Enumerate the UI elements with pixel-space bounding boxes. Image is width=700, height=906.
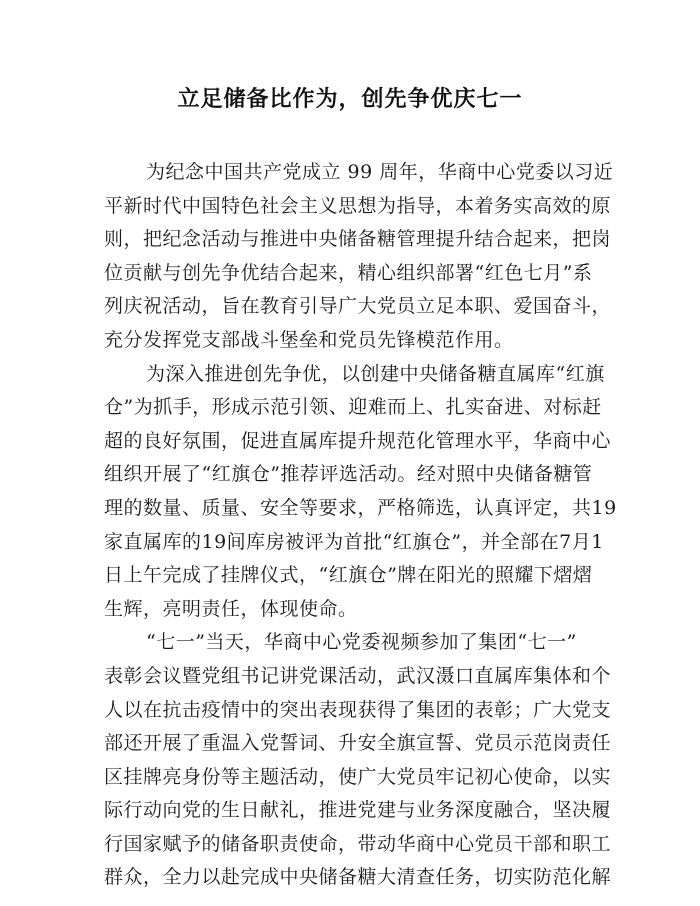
text-line: 理的数量、质量、安全等要求，严格筛选，认真评定，共19 bbox=[104, 496, 617, 519]
text-line: 为纪念中国共产党成立 99 周年，华商中心党委以习近 bbox=[146, 161, 614, 183]
document-body bbox=[104, 156, 617, 895]
text-line: 超的良好氛围，促进直属库提升规范化管理水平，华商中心 bbox=[104, 429, 612, 452]
text-line: 群众，全力以赴完成中央储备糖大清查任务，切实防范化解 bbox=[104, 866, 612, 889]
text-line: 组织开展了“红旗仓”推荐评选活动。经对照中央储备糖管 bbox=[104, 463, 593, 486]
text-line: 际行动向党的生日献礼，推进党建与业务深度融合，坚决履 bbox=[104, 799, 612, 822]
text-line: 充分发挥党支部战斗堡垒和党员先锋模范作用。 bbox=[104, 328, 514, 351]
text-line: “七一”当天，华商中心党委视频参加了集团“七一” bbox=[146, 631, 577, 654]
text-line: 生辉，亮明责任，体现使命。 bbox=[104, 597, 358, 620]
text-line: 家直属库的19间库房被评为首批“红旗仓”，并全部在7月1 bbox=[104, 530, 604, 553]
text-line: 区挂牌亮身份等主题活动，使广大党员牢记初心使命，以实 bbox=[104, 765, 612, 788]
text-line: 部还开展了重温入党誓词、升安全旗宣誓、党员示范岗责任 bbox=[104, 732, 612, 755]
text-line: 为深入推进创先争优，以创建中央储备糖直属库“红旗 bbox=[146, 362, 605, 385]
text-line: 位贡献与创先争优结合起来，精心组织部署“红色七月”系 bbox=[104, 261, 593, 284]
text-line: 则，把纪念活动与推进中央储备糖管理提升结合起来，把岗 bbox=[104, 228, 612, 251]
text-line: 仓”为抓手，形成示范引领、迎难而上、扎实奋进、对标赶 bbox=[104, 396, 602, 419]
document-title: 立足储备比作为，创先争优庆七一 bbox=[177, 86, 523, 112]
text-line: 列庆祝活动，旨在教育引导广大党员立足本职、爱国奋斗， bbox=[104, 295, 612, 318]
text-line: 日上午完成了挂牌仪式，“红旗仓”牌在阳光的照耀下熠熠 bbox=[104, 564, 593, 587]
text-line: 行国家赋予的储备职责使命，带动华商中心党员干部和职工 bbox=[104, 832, 612, 855]
text-line: 人以在抗击疫情中的突出表现获得了集团的表彰；广大党支 bbox=[104, 698, 612, 721]
text-line: 平新时代中国特色社会主义思想为指导，本着务实高效的原 bbox=[104, 194, 612, 217]
text-line: 表彰会议暨党组书记讲党课活动，武汉滠口直属库集体和个 bbox=[104, 664, 612, 687]
